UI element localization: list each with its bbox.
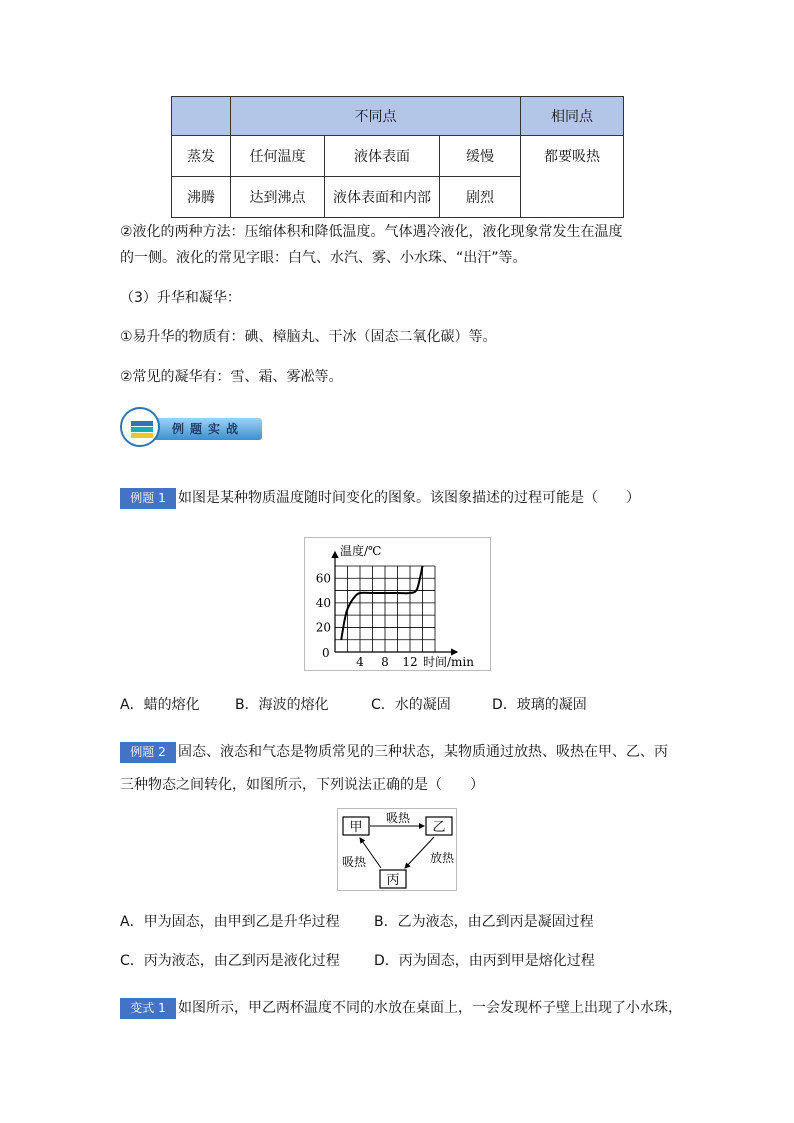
node-jia-label: 甲 <box>349 820 363 835</box>
degree-cell: 剧烈 <box>440 177 521 218</box>
section-heading: （3）升华和凝华： <box>120 290 241 306</box>
q1-option-b: B．海波的熔化 <box>235 697 329 713</box>
chart-svg <box>305 538 490 670</box>
condition-cell: 达到沸点 <box>231 177 325 218</box>
y-tick-label: 60 <box>315 571 331 586</box>
x-tick-label: 4 <box>356 655 364 669</box>
banner-label: 例题实战 <box>172 422 245 436</box>
table-header-row <box>172 97 624 136</box>
header-diff-cell: 不同点 <box>231 97 521 136</box>
question-1 <box>120 487 640 509</box>
question-2 <box>120 741 668 763</box>
question-stem: 如图所示，甲乙两杯温度不同的水放在桌面上，一会发现杯子壁上出现了小水珠， <box>178 1000 682 1016</box>
degree-cell: 缓慢 <box>440 136 521 177</box>
books-icon <box>120 407 160 447</box>
y-tick-label: 20 <box>315 620 331 635</box>
same-point-cell: 都要吸热 <box>521 136 624 218</box>
diagram-svg <box>338 809 456 890</box>
state-change-diagram <box>337 808 457 891</box>
edge-yi-bing-label: 放热 <box>429 851 455 865</box>
question-stem: 固态、液态和气态是物质常见的三种状态，某物质通过放热、吸热在甲、乙、丙 <box>178 744 668 760</box>
row-name-cell: 沸腾 <box>172 177 231 218</box>
place-cell: 液体表面和内部 <box>325 177 440 218</box>
node-bing-label: 丙 <box>386 873 400 888</box>
q1-option-a: A．蜡的熔化 <box>120 697 200 713</box>
origin-label: 0 <box>322 646 330 660</box>
liquefy-line-2: 的一侧。液化的常见字眼：白气、水汽、雾、小水珠、“出汗”等。 <box>120 250 527 266</box>
table-corner-cell <box>172 97 231 136</box>
x-axis-label: 时间/min <box>423 655 474 669</box>
comparison-table <box>171 96 624 218</box>
desublimation-line: ②常见的凝华有：雪、霜、雾凇等。 <box>120 369 343 385</box>
question-2-line-2: 三种物态之间转化，如图所示，下列说法正确的是（ ） <box>120 777 484 793</box>
variant-1 <box>120 997 682 1019</box>
y-axis-label: 温度/℃ <box>340 544 382 558</box>
q2-option-a: A．甲为固态，由甲到乙是升华过程 <box>120 914 340 930</box>
q2-option-b: B．乙为液态，由乙到丙是凝固过程 <box>374 914 594 930</box>
row-name-cell: 蒸发 <box>172 136 231 177</box>
question-tag: 变式 1 <box>120 998 176 1019</box>
x-tick-label: 8 <box>381 655 389 669</box>
q1-option-d: D．玻璃的凝固 <box>492 697 587 713</box>
place-cell: 液体表面 <box>325 136 440 177</box>
edge-jia-yi-label: 吸热 <box>385 811 411 825</box>
question-tag: 例题 2 <box>120 742 176 763</box>
chart-ticks <box>316 571 418 669</box>
condition-cell: 任何温度 <box>231 136 325 177</box>
liquefy-line-1: ②液化的两种方法：压缩体积和降低温度。气体遇冷液化，液化现象常发生在温度 <box>120 224 623 240</box>
edge-bing-jia-label: 吸热 <box>341 855 367 869</box>
question-tag: 例题 1 <box>120 488 176 509</box>
x-tick-label: 12 <box>402 655 418 669</box>
temperature-time-chart <box>304 537 491 671</box>
example-practice-banner <box>120 405 262 445</box>
q2-option-d: D．丙为固态，由丙到甲是熔化过程 <box>374 953 595 969</box>
question-stem: 如图是某种物质温度随时间变化的图象。该图象描述的过程可能是（ ） <box>178 490 640 506</box>
q1-option-c: C．水的凝固 <box>371 697 451 713</box>
node-yi-label: 乙 <box>432 820 446 835</box>
header-same-cell: 相同点 <box>521 97 624 136</box>
sublimation-line: ①易升华的物质有：碘、樟脑丸、干冰（固态二氧化碳）等。 <box>120 329 497 345</box>
table-row <box>172 136 624 177</box>
y-tick-label: 40 <box>315 595 331 610</box>
q2-option-c: C．丙为液态，由乙到丙是液化过程 <box>120 953 340 969</box>
